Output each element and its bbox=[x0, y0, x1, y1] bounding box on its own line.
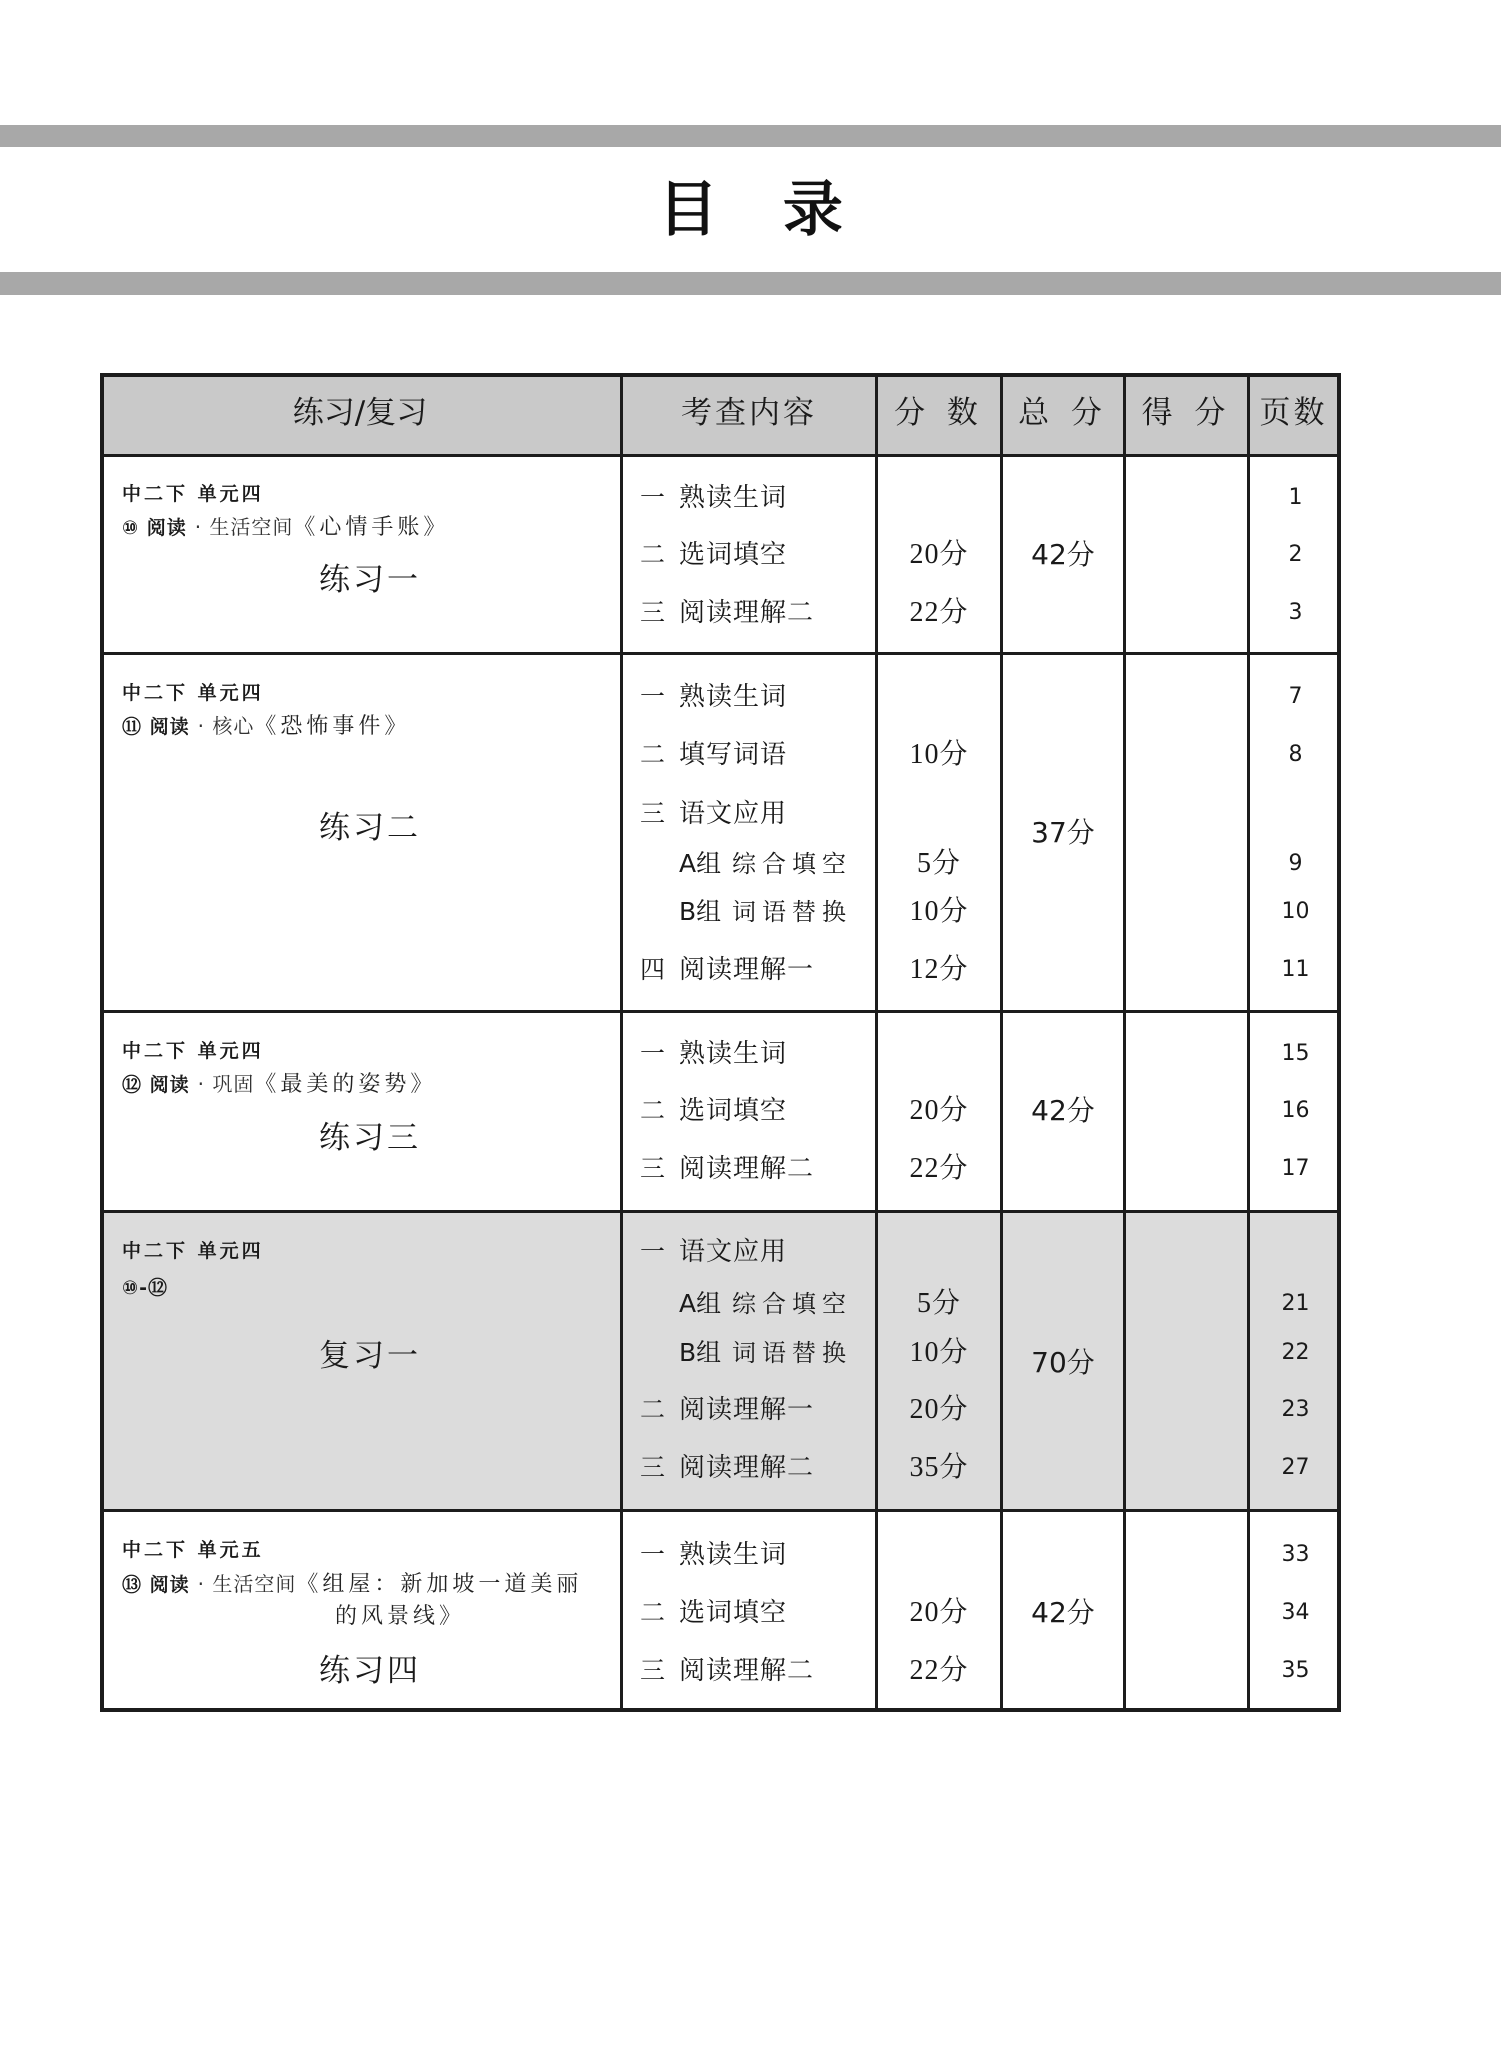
content-cell bbox=[620, 457, 875, 652]
item-score: 5分 bbox=[916, 848, 961, 879]
total-score: 37分 bbox=[1031, 816, 1095, 849]
item-score: 5分 bbox=[916, 1288, 961, 1319]
content-item bbox=[623, 1038, 875, 1070]
item-number: 二 bbox=[640, 1096, 666, 1125]
page-number: 33 bbox=[1281, 1542, 1310, 1567]
sub-item bbox=[623, 1288, 875, 1320]
table-header bbox=[100, 373, 1341, 454]
header-exercise: 练习/复习 bbox=[292, 395, 428, 431]
item-score: 35分 bbox=[909, 1452, 969, 1483]
lesson-topic: · 生活空间 bbox=[197, 1572, 297, 1596]
page-number: 15 bbox=[1281, 1041, 1310, 1066]
total-cell bbox=[1000, 1013, 1123, 1210]
lesson-number: ⑫ 阅读 bbox=[122, 1074, 190, 1096]
lesson-line bbox=[122, 1069, 436, 1099]
page-number: 23 bbox=[1281, 1397, 1310, 1422]
content-item bbox=[623, 739, 875, 771]
content-item bbox=[623, 597, 875, 629]
content-cell bbox=[620, 1512, 875, 1712]
lesson-title-continued: 的风景线》 bbox=[335, 1604, 466, 1629]
item-group: A组 bbox=[679, 1289, 722, 1318]
sub-item bbox=[623, 896, 875, 928]
page-cell bbox=[1247, 1213, 1341, 1509]
content-item bbox=[623, 1655, 875, 1687]
total-score: 42分 bbox=[1031, 538, 1095, 571]
item-score: 22分 bbox=[909, 1153, 969, 1184]
lesson-topic: · 生活空间 bbox=[194, 515, 294, 539]
page-number: 11 bbox=[1281, 957, 1310, 982]
item-label: 词语替换 bbox=[732, 898, 852, 926]
item-label: 阅读理解二 bbox=[679, 1453, 815, 1483]
item-group: A组 bbox=[679, 849, 722, 878]
item-score: 12分 bbox=[909, 954, 969, 985]
total-cell bbox=[1000, 1213, 1123, 1509]
header-total: 总 分 bbox=[1000, 373, 1123, 454]
page-number: 22 bbox=[1281, 1340, 1310, 1365]
content-item bbox=[623, 482, 875, 514]
earned-score-cell bbox=[1123, 655, 1247, 1010]
total-cell bbox=[1000, 1512, 1123, 1712]
item-label: 熟读生词 bbox=[679, 483, 788, 513]
item-score: 20分 bbox=[909, 1095, 969, 1126]
table-row bbox=[100, 1010, 1341, 1210]
exercise-cell bbox=[100, 655, 620, 1010]
item-number: 一 bbox=[640, 1237, 666, 1266]
exercise-name: 复习一 bbox=[319, 1338, 421, 1374]
page-cell bbox=[1247, 655, 1341, 1010]
total-cell bbox=[1000, 457, 1123, 652]
item-label: 综合填空 bbox=[732, 850, 852, 878]
page-number: 7 bbox=[1288, 684, 1303, 709]
exercise-cell bbox=[100, 1213, 620, 1509]
score-cell bbox=[875, 1512, 1000, 1712]
lesson-title: 《组屋：新加坡一道美丽 bbox=[296, 1572, 583, 1597]
earned-score-cell bbox=[1123, 1213, 1247, 1509]
content-item bbox=[623, 1236, 875, 1268]
earned-score-cell bbox=[1123, 1512, 1247, 1712]
lesson-topic: · 巩固 bbox=[197, 1072, 255, 1096]
item-label: 阅读理解一 bbox=[679, 1395, 815, 1425]
page-number: 27 bbox=[1281, 1455, 1310, 1480]
item-score: 10分 bbox=[909, 896, 969, 927]
exercise-name: 练习三 bbox=[319, 1120, 421, 1156]
table-row bbox=[100, 652, 1341, 1010]
content-item bbox=[623, 1452, 875, 1484]
lesson-number: ⑬ 阅读 bbox=[122, 1574, 190, 1596]
unit-label: 中二下 单元四 bbox=[122, 682, 264, 704]
exercise-name: 练习一 bbox=[319, 562, 421, 598]
item-number: 一 bbox=[640, 682, 666, 711]
item-number: 三 bbox=[640, 799, 666, 828]
item-label: 语文应用 bbox=[679, 1237, 788, 1267]
score-cell bbox=[875, 1213, 1000, 1509]
content-item bbox=[623, 1153, 875, 1185]
item-score: 22分 bbox=[909, 597, 969, 628]
exercise-cell bbox=[100, 1013, 620, 1210]
page-number: 21 bbox=[1281, 1291, 1310, 1316]
item-number: 二 bbox=[640, 540, 666, 569]
lesson-topic: · 核心 bbox=[197, 714, 255, 738]
page-number: 8 bbox=[1288, 742, 1303, 767]
lesson-number: ⑩ 阅读 bbox=[122, 517, 187, 539]
unit-label: 中二下 单元四 bbox=[122, 1040, 264, 1062]
lesson-number: ⑩-⑫ bbox=[122, 1277, 168, 1299]
item-label: 阅读理解二 bbox=[679, 598, 815, 628]
page-title: 目 录 bbox=[658, 175, 865, 245]
unit-label: 中二下 单元四 bbox=[122, 1240, 264, 1262]
item-number: 三 bbox=[640, 1656, 666, 1685]
table-row bbox=[100, 1509, 1341, 1712]
page-number: 10 bbox=[1281, 899, 1310, 924]
content-item bbox=[623, 539, 875, 571]
header-earned: 得 分 bbox=[1123, 373, 1247, 454]
item-label: 词语替换 bbox=[732, 1339, 852, 1367]
page-cell bbox=[1247, 1512, 1341, 1712]
unit-label: 中二下 单元五 bbox=[122, 1539, 264, 1561]
exercise-cell bbox=[100, 1512, 620, 1712]
item-number: 三 bbox=[640, 1154, 666, 1183]
content-item bbox=[623, 681, 875, 713]
item-label: 阅读理解二 bbox=[679, 1154, 815, 1184]
item-label: 选词填空 bbox=[679, 1096, 788, 1126]
lesson-title: 《恐怖事件》 bbox=[254, 714, 411, 739]
item-number: 一 bbox=[640, 1039, 666, 1068]
score-cell bbox=[875, 655, 1000, 1010]
item-score: 20分 bbox=[909, 1597, 969, 1628]
item-number: 二 bbox=[640, 1598, 666, 1627]
score-cell bbox=[875, 1013, 1000, 1210]
item-group: B组 bbox=[679, 1338, 722, 1367]
item-score: 22分 bbox=[909, 1655, 969, 1686]
item-label: 阅读理解二 bbox=[679, 1656, 815, 1686]
content-item bbox=[623, 1539, 875, 1571]
total-score: 42分 bbox=[1031, 1596, 1095, 1629]
lesson-line bbox=[122, 1273, 168, 1303]
table-row bbox=[100, 454, 1341, 652]
total-score: 42分 bbox=[1031, 1094, 1095, 1127]
item-number: 四 bbox=[640, 955, 666, 984]
lesson-title: 《最美的姿势》 bbox=[254, 1072, 437, 1097]
sub-item bbox=[623, 1337, 875, 1369]
item-number: 三 bbox=[640, 598, 666, 627]
lesson-title: 《心情手账》 bbox=[293, 515, 450, 540]
item-label: 语文应用 bbox=[679, 799, 788, 829]
bottom-band bbox=[0, 272, 1501, 295]
page-number: 9 bbox=[1288, 851, 1303, 876]
sub-item bbox=[623, 848, 875, 880]
lesson-line bbox=[122, 711, 410, 741]
item-label: 熟读生词 bbox=[679, 682, 788, 712]
unit-label: 中二下 单元四 bbox=[122, 483, 264, 505]
page-number: 2 bbox=[1288, 542, 1303, 567]
item-label: 填写词语 bbox=[679, 740, 788, 770]
content-item bbox=[623, 954, 875, 986]
item-label: 综合填空 bbox=[732, 1290, 852, 1318]
header-page: 页数 bbox=[1247, 373, 1341, 454]
item-label: 熟读生词 bbox=[679, 1039, 788, 1069]
earned-score-cell bbox=[1123, 457, 1247, 652]
item-label: 选词填空 bbox=[679, 540, 788, 570]
earned-score-cell bbox=[1123, 1013, 1247, 1210]
item-number: 一 bbox=[640, 1540, 666, 1569]
item-number: 三 bbox=[640, 1453, 666, 1482]
page-number: 16 bbox=[1281, 1098, 1310, 1123]
page-number: 35 bbox=[1281, 1658, 1310, 1683]
content-item bbox=[623, 1095, 875, 1127]
content-cell bbox=[620, 1013, 875, 1210]
lesson-line bbox=[122, 512, 449, 542]
page-number: 34 bbox=[1281, 1600, 1310, 1625]
lesson-line bbox=[122, 1569, 582, 1599]
item-group: B组 bbox=[679, 897, 722, 926]
content-item bbox=[623, 798, 875, 830]
item-number: 一 bbox=[640, 483, 666, 512]
page-cell bbox=[1247, 457, 1341, 652]
top-band bbox=[0, 125, 1501, 147]
exercise-name: 练习二 bbox=[319, 810, 421, 846]
content-item bbox=[623, 1394, 875, 1426]
exercise-cell bbox=[100, 457, 620, 652]
item-label: 选词填空 bbox=[679, 1598, 788, 1628]
header-score: 分 数 bbox=[875, 373, 1000, 454]
lesson-number: ⑪ 阅读 bbox=[122, 716, 190, 738]
page-number: 3 bbox=[1288, 600, 1303, 625]
item-score: 10分 bbox=[909, 739, 969, 770]
total-score: 70分 bbox=[1031, 1346, 1095, 1379]
content-item bbox=[623, 1597, 875, 1629]
exercise-name: 练习四 bbox=[319, 1653, 421, 1689]
page-number: 17 bbox=[1281, 1156, 1310, 1181]
page-cell bbox=[1247, 1013, 1341, 1210]
item-label: 熟读生词 bbox=[679, 1540, 788, 1570]
content-cell bbox=[620, 655, 875, 1010]
item-score: 20分 bbox=[909, 1394, 969, 1425]
item-score: 10分 bbox=[909, 1337, 969, 1368]
content-cell bbox=[620, 1213, 875, 1509]
score-cell bbox=[875, 457, 1000, 652]
page-number: 1 bbox=[1288, 485, 1303, 510]
item-label: 阅读理解一 bbox=[679, 955, 815, 985]
total-cell bbox=[1000, 655, 1123, 1010]
header-content: 考查内容 bbox=[620, 373, 875, 454]
item-number: 二 bbox=[640, 740, 666, 769]
item-score: 20分 bbox=[909, 539, 969, 570]
item-number: 二 bbox=[640, 1395, 666, 1424]
table-row bbox=[100, 1210, 1341, 1509]
contents-table bbox=[100, 373, 1341, 1712]
